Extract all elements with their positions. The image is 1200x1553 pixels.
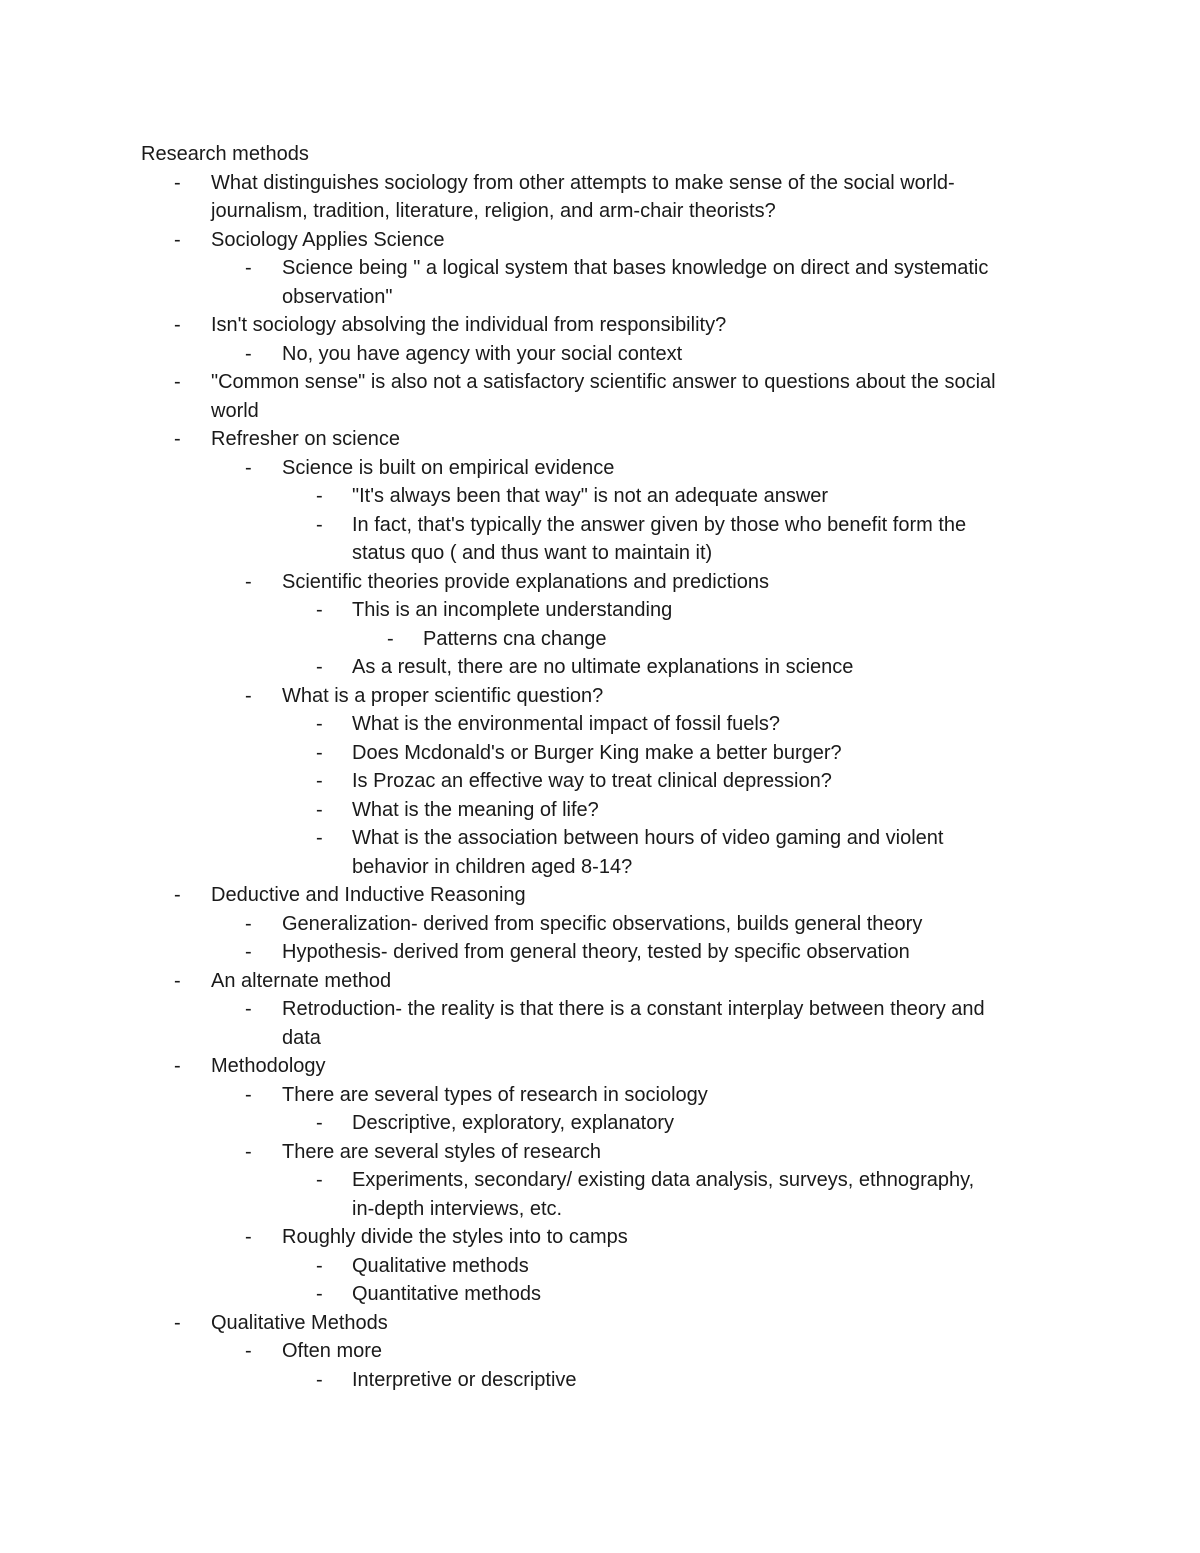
- outline-item-text: behavior in children aged 8-14?: [352, 855, 633, 878]
- outline-item-text: observation": [282, 285, 393, 308]
- nested-outline: [141, 710, 1071, 881]
- outline-item-level-1: [141, 881, 1071, 910]
- bullet-dash: -: [174, 1055, 181, 1077]
- bullet-dash: -: [174, 371, 181, 393]
- outline-item-text: data: [282, 1026, 321, 1049]
- outline-item-text: An alternate method: [211, 969, 392, 992]
- nested-outline: [141, 1337, 1071, 1394]
- bullet-dash: -: [174, 171, 181, 194]
- bullet-dash: -: [245, 1340, 252, 1362]
- bullet-dash: -: [316, 485, 323, 507]
- outline-item-text: Methodology: [211, 1055, 326, 1077]
- outline-item-text: Roughly divide the styles into to camps: [282, 1226, 628, 1248]
- outline-item-text: What is a proper scientific question?: [282, 684, 604, 707]
- bullet-dash: -: [316, 1112, 323, 1134]
- bullet-dash: -: [316, 713, 323, 735]
- outline-item-text: Quantitative methods: [352, 1283, 541, 1305]
- outline-item-level-2: [141, 995, 1071, 1052]
- bullet-dash: -: [174, 314, 181, 336]
- nested-outline: [141, 596, 1071, 682]
- bullet-dash: -: [245, 570, 252, 593]
- bullet-dash: -: [245, 684, 252, 707]
- document-title: Research methods: [141, 143, 309, 165]
- outline-item-text: In fact, that's typically the answer given by those who benefit form the: [352, 513, 967, 536]
- outline-item-level-3: [141, 1252, 1071, 1281]
- outline-item-text: Science is built on empirical evidence: [282, 456, 615, 479]
- nested-outline: [141, 340, 1071, 369]
- document-body: [141, 140, 1071, 1394]
- outline-item-text: "Common sense" is also not a satisfactory scientific answer to questions about the social: [211, 371, 996, 393]
- bullet-dash: -: [245, 1083, 252, 1106]
- outline-item-text: Does Mcdonald's or Burger King make a better burger?: [352, 741, 842, 764]
- bullet-dash: -: [245, 912, 252, 935]
- outline-item-level-3: [141, 653, 1071, 682]
- outline-item-level-2: [141, 454, 1071, 483]
- bullet-dash: -: [316, 1169, 323, 1191]
- outline-item-level-3: [141, 1109, 1071, 1138]
- outline-item-level-1: [141, 311, 1071, 340]
- outline-item-level-2: [141, 910, 1071, 939]
- outline-item-text: What is the association between hours of video gaming and violent: [352, 827, 944, 849]
- outline-item-level-3: [141, 1366, 1071, 1395]
- bullet-dash: -: [316, 827, 323, 849]
- outline-item-text: Isn't sociology absolving the individual from responsibility?: [211, 314, 727, 336]
- bullet-dash: -: [316, 741, 323, 764]
- nested-outline: [141, 1166, 1071, 1223]
- outline-item-text: There are several styles of research: [282, 1140, 602, 1163]
- outline-item-level-1: [141, 425, 1071, 454]
- outline-item-level-3: [141, 710, 1071, 739]
- outline-item-level-3: [141, 824, 1071, 881]
- outline-item-level-2: [141, 340, 1071, 369]
- outline-item-level-1: [141, 226, 1071, 255]
- nested-outline: [141, 1081, 1071, 1309]
- bullet-dash: -: [174, 969, 181, 992]
- outline-item-text: Hypothesis- derived from general theory, tested by specific observation: [282, 941, 910, 963]
- outline-item-level-3: [141, 767, 1071, 796]
- bullet-dash: -: [316, 1254, 323, 1277]
- outline-item-level-2: [141, 568, 1071, 597]
- outline-item-level-3: [141, 796, 1071, 825]
- outline-item-text: What distinguishes sociology from other attempts to make sense of the social world-: [211, 171, 955, 194]
- outline-item-level-2: [141, 1337, 1071, 1366]
- nested-outline: [141, 625, 1071, 654]
- outline-item-text: Retroduction- the reality is that there is a constant interplay between theory and: [282, 998, 985, 1020]
- bullet-dash: -: [174, 1311, 181, 1334]
- outline-item-text: Descriptive, exploratory, explanatory: [352, 1112, 674, 1134]
- outline-item-text: What is the environmental impact of fossil fuels?: [352, 713, 780, 735]
- outline-item-level-3: [141, 482, 1071, 511]
- bullet-dash: -: [316, 1368, 323, 1391]
- nested-outline: [141, 254, 1071, 311]
- outline-item-text: journalism, tradition, literature, religion, and arm-chair theorists?: [211, 200, 776, 222]
- bullet-dash: -: [316, 513, 323, 536]
- nested-outline: [141, 910, 1071, 967]
- outline-item-text: Refresher on science: [211, 428, 400, 450]
- outline-item-text: Interpretive or descriptive: [352, 1368, 577, 1391]
- nested-outline: [141, 1252, 1071, 1309]
- outline-item-level-2: [141, 682, 1071, 711]
- bullet-dash: -: [316, 1283, 323, 1305]
- outline-item-text: Qualitative methods: [352, 1254, 529, 1277]
- bullet-dash: -: [245, 1140, 252, 1163]
- bullet-dash: -: [174, 884, 181, 906]
- outline-item-level-3: [141, 1280, 1071, 1309]
- outline-item-text: Experiments, secondary/ existing data analysis, surveys, ethnography,: [352, 1169, 975, 1191]
- bullet-dash: -: [245, 342, 252, 365]
- nested-outline: [141, 454, 1071, 882]
- bullet-outline: [141, 169, 1071, 1395]
- outline-item-text: What is the meaning of life?: [352, 798, 599, 821]
- outline-item-text: Scientific theories provide explanations and predictions: [282, 570, 769, 593]
- outline-item-text: This is an incomplete understanding: [352, 599, 673, 621]
- outline-item-text: Patterns cna change: [423, 627, 607, 650]
- nested-outline: [141, 1109, 1071, 1138]
- bullet-dash: -: [245, 941, 252, 963]
- outline-item-level-3: [141, 596, 1071, 625]
- bullet-dash: -: [245, 257, 252, 279]
- outline-item-level-4: [141, 625, 1071, 654]
- bullet-dash: -: [245, 1226, 252, 1248]
- outline-item-text: "It's always been that way" is not an adequate answer: [352, 485, 829, 507]
- bullet-dash: -: [316, 656, 323, 678]
- outline-item-level-1: [141, 967, 1071, 996]
- outline-item-text: status quo ( and thus want to maintain it): [352, 542, 713, 564]
- bullet-dash: -: [245, 456, 252, 479]
- outline-item-level-3: [141, 739, 1071, 768]
- nested-outline: [141, 995, 1071, 1052]
- outline-item-level-1: [141, 169, 1071, 226]
- outline-item-text: As a result, there are no ultimate explanations in science: [352, 656, 854, 678]
- outline-item-text: Often more: [282, 1340, 383, 1362]
- outline-item-text: world: [211, 399, 259, 422]
- outline-item-text: Is Prozac an effective way to treat clinical depression?: [352, 770, 832, 792]
- outline-item-level-2: [141, 938, 1071, 967]
- outline-item-text: There are several types of research in sociology: [282, 1083, 708, 1106]
- outline-item-text: in-depth interviews, etc.: [352, 1197, 563, 1220]
- outline-item-level-1: [141, 1052, 1071, 1081]
- outline-item-level-3: [141, 1166, 1071, 1223]
- outline-item-level-2: [141, 1081, 1071, 1110]
- outline-item-text: Deductive and Inductive Reasoning: [211, 884, 526, 906]
- bullet-dash: -: [387, 627, 394, 650]
- outline-item-level-1: [141, 1309, 1071, 1338]
- bullet-dash: -: [316, 599, 323, 621]
- outline-item-text: Generalization- derived from specific observations, builds general theory: [282, 912, 923, 935]
- outline-item-text: Science being " a logical system that bases knowledge on direct and systematic: [282, 257, 989, 279]
- outline-item-level-2: [141, 1138, 1071, 1167]
- bullet-dash: -: [316, 798, 323, 821]
- outline-item-text: Qualitative Methods: [211, 1311, 388, 1334]
- outline-item-level-1: [141, 368, 1071, 425]
- outline-item-text: Sociology Applies Science: [211, 228, 445, 251]
- bullet-dash: -: [174, 228, 181, 251]
- outline-item-level-2: [141, 1223, 1071, 1252]
- outline-item-level-3: [141, 511, 1071, 568]
- outline-item-text: No, you have agency with your social context: [282, 342, 683, 365]
- outline-item-level-2: [141, 254, 1071, 311]
- bullet-dash: -: [245, 998, 252, 1020]
- bullet-dash: -: [174, 428, 181, 450]
- nested-outline: [141, 482, 1071, 568]
- nested-outline: [141, 1366, 1071, 1395]
- bullet-dash: -: [316, 770, 323, 792]
